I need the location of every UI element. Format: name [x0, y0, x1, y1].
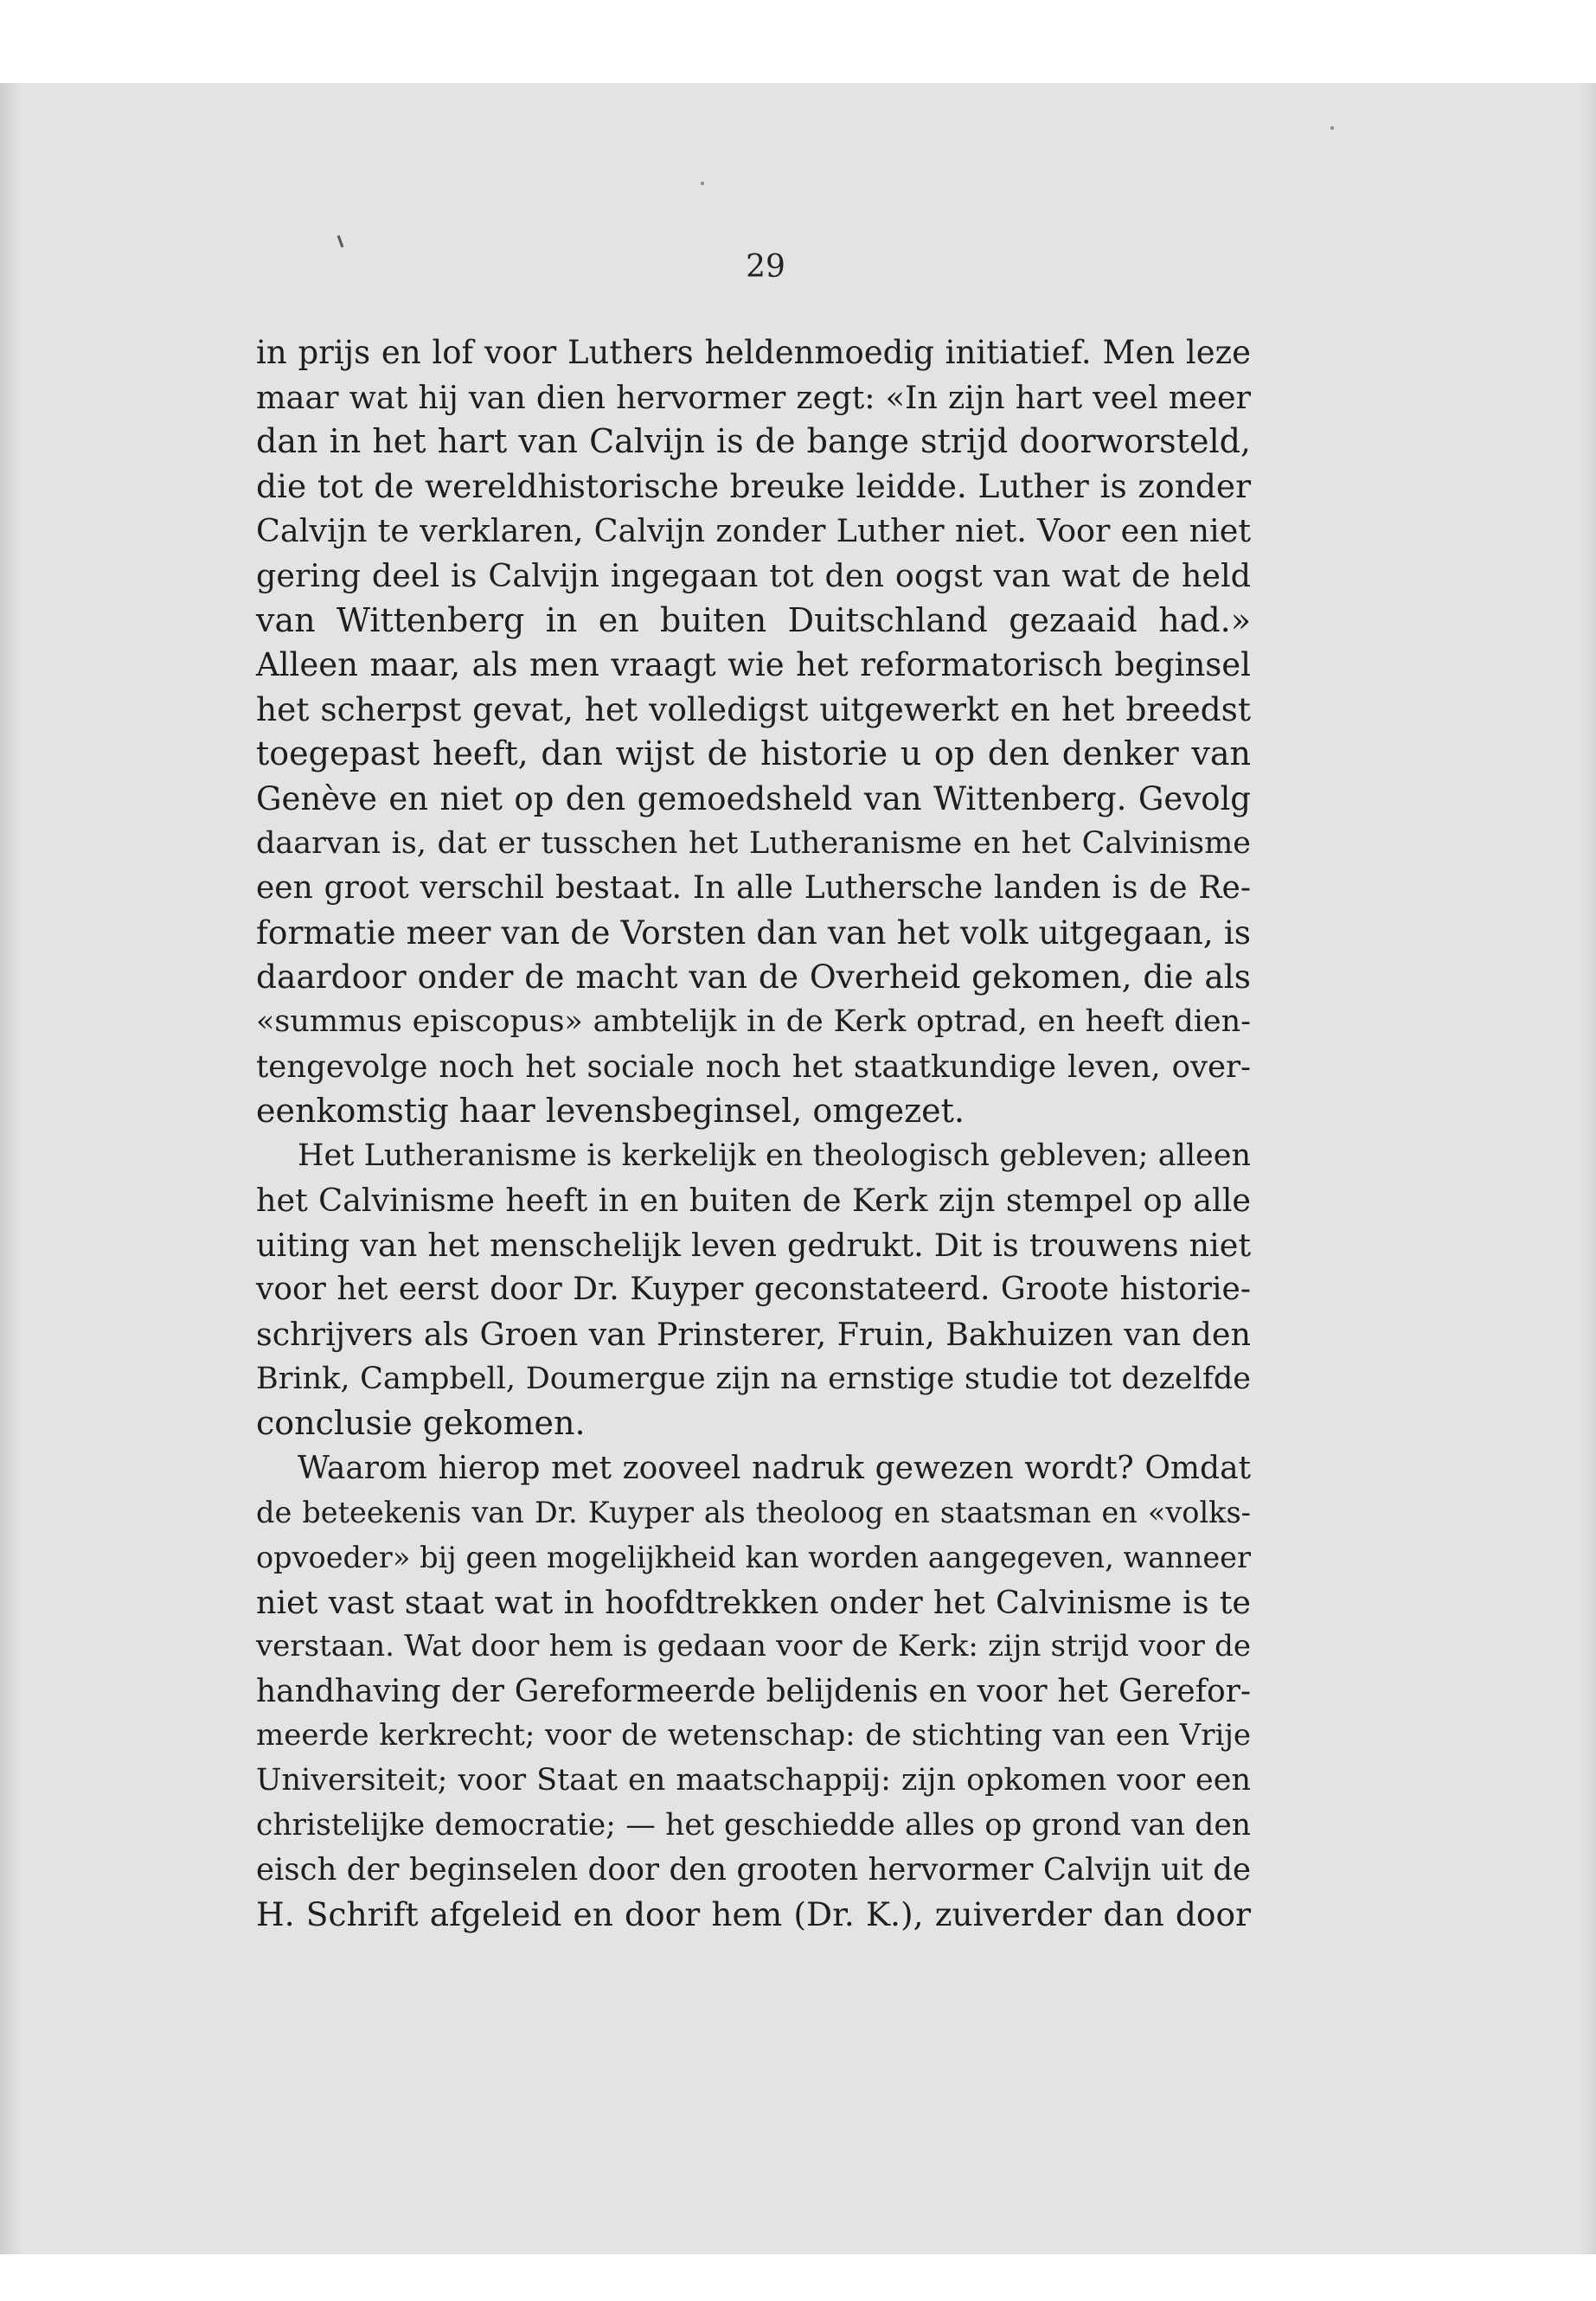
text-line: daarvan is, dat er tusschen het Lutheranisme en het Calvinisme — [256, 825, 1251, 861]
text-line: in prijs en lof voor Luthers heldenmoedig initiatief. Men leze — [256, 334, 1251, 371]
scan-speck — [1330, 126, 1334, 130]
text-line: christelijke democratie; — het geschiedde alles op grond van den — [256, 1807, 1251, 1843]
text-line: tengevolge noch het sociale noch het staatkundige leven, over- — [256, 1048, 1251, 1085]
body-text — [256, 330, 1251, 1937]
text-line: Calvijn te verklaren, Calvijn zonder Luther niet. Voor een niet — [256, 512, 1251, 550]
text-line: «summus episcopus» ambtelijk in de Kerk optrad, en heeft dien- — [256, 1003, 1251, 1039]
text-line: een groot verschil bestaat. In alle Luthersche landen is de Re- — [256, 870, 1251, 907]
text-line: H. Schrift afgeleid en door hem (Dr. K.), zuiverder dan door — [256, 1894, 1251, 1933]
text-line: Genève en niet op den gemoedsheld van Wittenberg. Gevolg — [256, 779, 1251, 817]
text-line: Universiteit; voor Staat en maatschappij: zijn opkomen voor een — [256, 1763, 1251, 1798]
scan-edge-left — [0, 83, 22, 2254]
text-line: uiting van het menschelijk leven gedrukt. Dit is trouwens niet — [256, 1226, 1251, 1264]
text-line: eisch der beginselen door den grooten hervormer Calvijn uit de — [256, 1852, 1251, 1888]
text-line: daardoor onder de macht van de Overheid gekomen, die als — [256, 958, 1251, 997]
text-line: verstaan. Wat door hem is gedaan voor de Kerk: zijn strijd voor de — [256, 1629, 1251, 1664]
text-line: formatie meer van de Vorsten dan van het volk uitgegaan, is — [256, 913, 1251, 952]
text-line: het scherpst gevat, het volledigst uitgewerkt en het breedst — [256, 689, 1251, 728]
page-number: 29 — [746, 249, 785, 285]
scan-speck — [701, 182, 704, 185]
text-line: die tot de wereldhistorische breuke leidde. Luther is zonder — [256, 466, 1251, 505]
text-line: voor het eerst door Dr. Kuyper geconstateerd. Groote historie- — [256, 1272, 1251, 1308]
text-line: toegepast heeft, dan wijst de historie u op den denker van — [256, 734, 1251, 773]
text-line: schrijvers als Groen van Prinsterer, Fruin, Bakhuizen van den — [256, 1316, 1251, 1354]
text-line: maar wat hij van dien hervormer zegt: «In zijn hart veel meer — [256, 378, 1251, 416]
text-line: dan in het hart van Calvijn is de bange strijd doorworsteld, — [256, 422, 1251, 461]
text-line: opvoeder» bij geen mogelijkheid kan worden aangegeven, wanneer — [256, 1541, 1251, 1575]
text-line: eenkomstig haar levensbeginsel, omgezet. — [256, 1092, 965, 1131]
text-line: niet vast staat wat in hoofdtrekken onder het Calvinisme is te — [256, 1583, 1251, 1621]
text-line: conclusie gekomen. — [256, 1404, 586, 1443]
text-line: Brink, Campbell, Doumergue zijn na ernstige studie tot dezelfde — [256, 1361, 1251, 1396]
text-line: handhaving der Gereformeerde belijdenis en voor het Gerefor- — [256, 1673, 1251, 1709]
text-line: meerde kerkrecht; voor de wetenschap: de stichting van een Vrije — [256, 1718, 1251, 1753]
text-line: de beteekenis van Dr. Kuyper als theoloog en staatsman en «volks- — [256, 1496, 1251, 1530]
text-line: van Wittenberg in en buiten Duitschland gezaaid had.» — [256, 600, 1251, 639]
scan-edge-right — [1580, 83, 1596, 2254]
text-line: Waarom hierop met zooveel nadruk gewezen wordt? Omdat — [298, 1450, 1251, 1486]
text-line: Alleen maar, als men vraagt wie het reformatorisch beginsel — [256, 646, 1251, 684]
text-line: gering deel is Calvijn ingegaan tot den oogst van wat de held — [256, 556, 1251, 594]
text-line: het Calvinisme heeft in en buiten de Kerk zijn stempel op alle — [256, 1182, 1251, 1220]
text-line: Het Lutheranisme is kerkelijk en theologisch gebleven; alleen — [298, 1138, 1251, 1173]
